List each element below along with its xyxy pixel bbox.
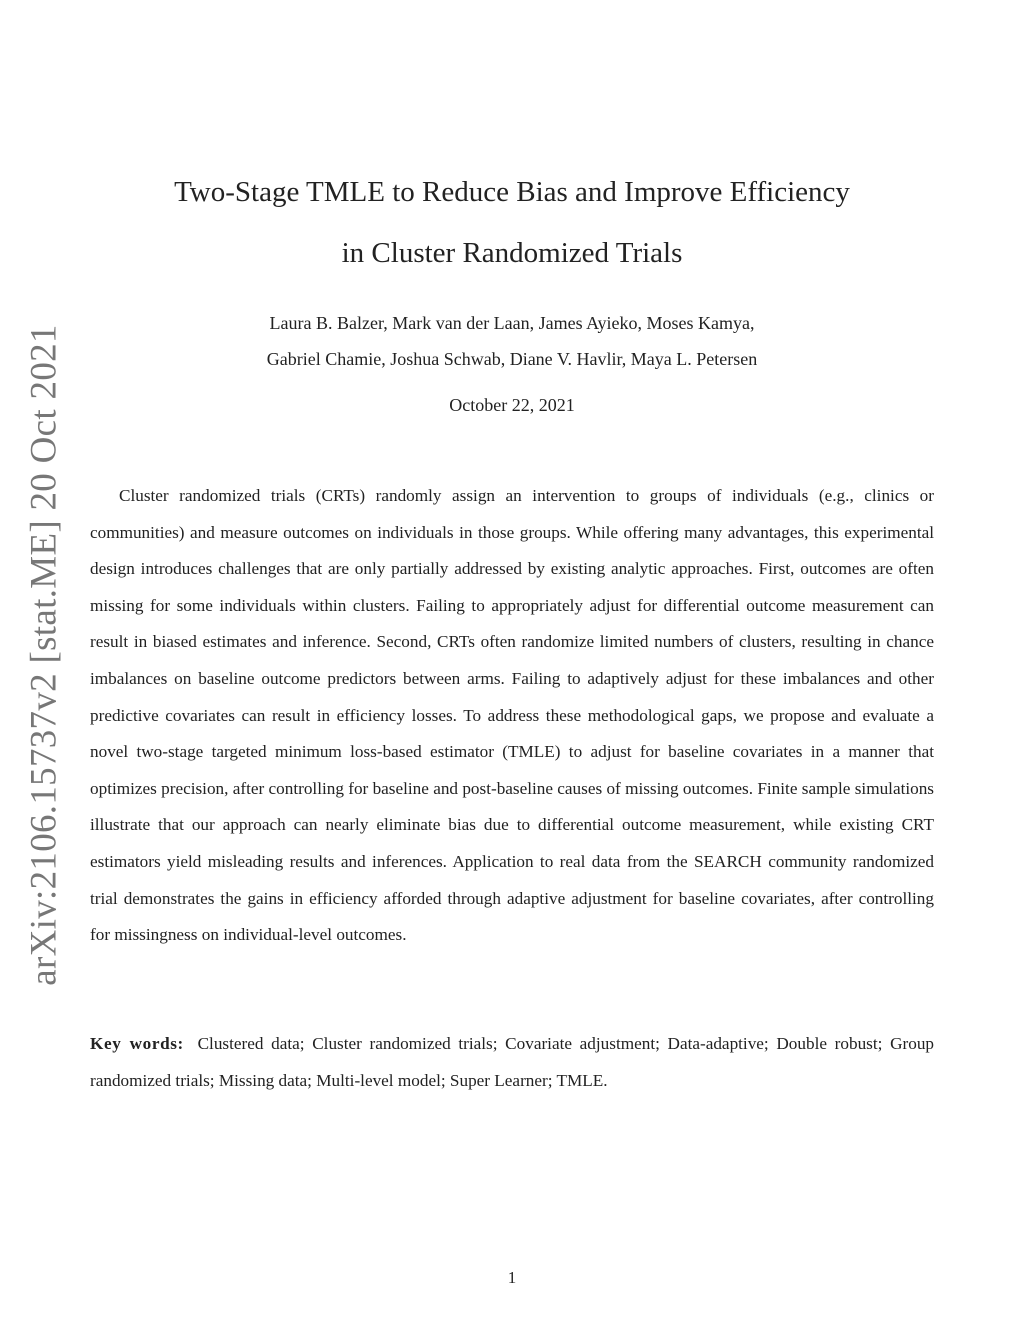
author-list-line-1: Laura B. Balzer, Mark van der Laan, James Ayieko, Moses Kamya, <box>269 313 755 333</box>
paper-title-line-1: Two-Stage TMLE to Reduce Bias and Improve Efficiency <box>174 176 850 208</box>
author-list-line-2: Gabriel Chamie, Joshua Schwab, Diane V. Havlir, Maya L. Petersen <box>266 349 758 369</box>
abstract-paragraph: Cluster randomized trials (CRTs) randomly assign an intervention to groups of individuals (e.g., clinics or communities) and measure outcomes on individuals in those groups. While offering many advantages, this experimental design introduces challenges that are only partially addressed by existing analytic approaches. First, outcomes are often missing for some individuals within clusters. Failing to appropriately adjust for differential outcome measurement can result in biased estimates and inference. Second, CRTs often randomize limited numbers of clusters, resulting in chance imbalances on baseline outcome predictors between arms. Failing to adaptively adjust for these imbalances and other predictive covariates can result in efficiency losses. To address these methodological gaps, we propose and evaluate a novel two-stage targeted minimum loss-based estimator (TMLE) to adjust for baseline covariates in a manner that optimizes precision, after controlling for baseline and post-baseline causes of missing outcomes. Finite sample simulations illustrate that our approach can nearly eliminate bias due to differential outcome measurement, while existing CRT estimators yield misleading results and inferences. Application to real data from the SEARCH community randomized trial demonstrates the gains in efficiency afforded through adaptive adjustment for baseline covariates, after controlling for missingness on individual-level outcomes. <box>90 486 934 945</box>
keywords-section <box>90 1025 934 1099</box>
paper-title-line-2: in Cluster Randomized Trials <box>341 237 683 269</box>
keywords-label: Key words: <box>90 1034 184 1053</box>
arxiv-identifier-stamp: arXiv:2106.15737v2 [stat.ME] 20 Oct 2021 <box>23 324 65 986</box>
keywords-text: Clustered data; Cluster randomized trials; Covariate adjustment; Data-adaptive; Double robust; Group randomized trials; Missing data; Multi-level model; Super Learner; TMLE. <box>90 1034 935 1090</box>
paper-date: October 22, 2021 <box>449 395 575 415</box>
page-number: 1 <box>507 1268 517 1287</box>
